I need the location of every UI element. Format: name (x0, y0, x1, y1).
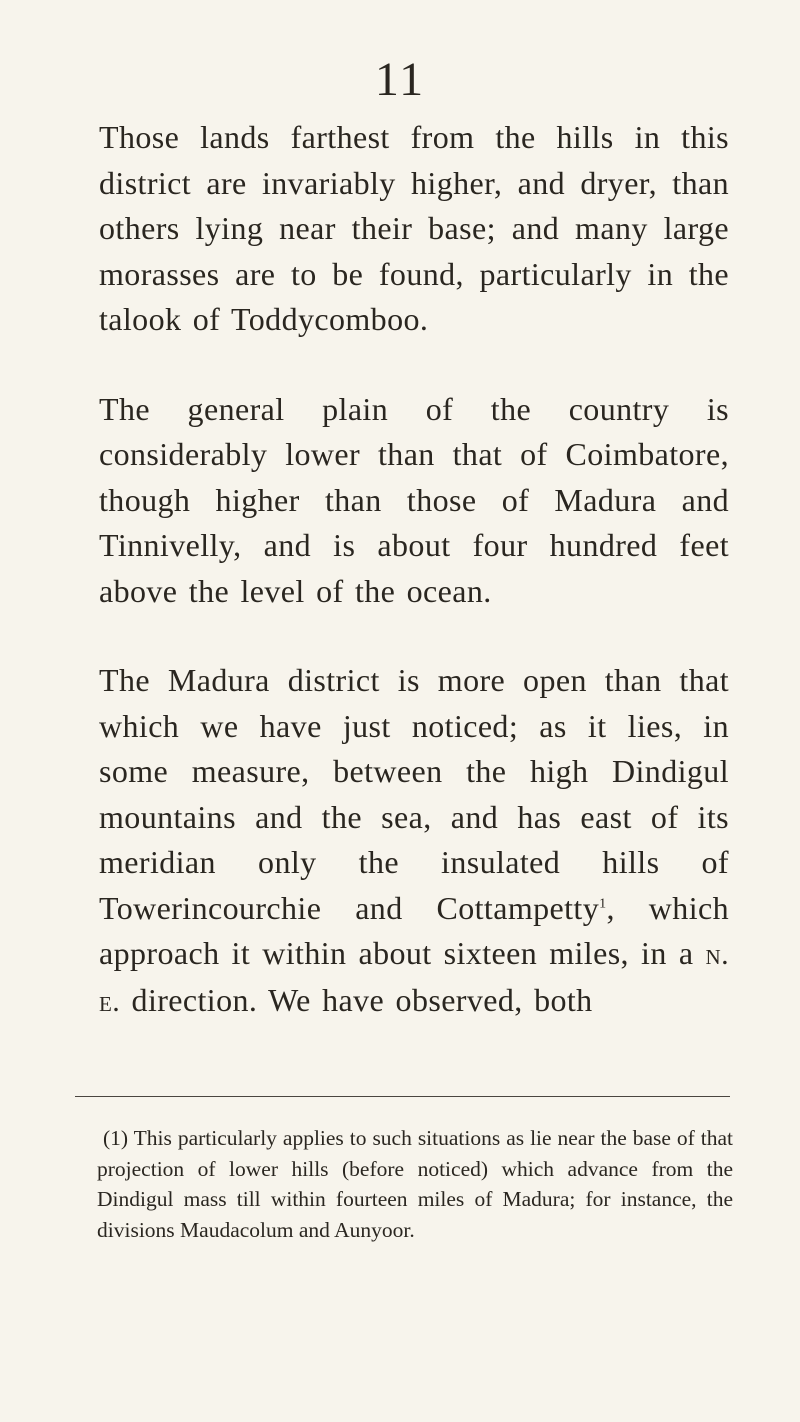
paragraph-3-text-after: , which approach it within about sixteen miles, in a (99, 889, 729, 971)
footnote-divider (75, 1096, 730, 1097)
paragraph-3 (99, 658, 729, 1024)
footnote (97, 1123, 733, 1245)
paragraph-3-text-before: The Madura district is more open than that which we have just noticed; as it lies, in some measure, between the high Dindigul mountains and the sea, and has east of its meridian only the insulated hills of Towerincourchie and Cottampetty (99, 662, 729, 926)
footnote-text: This particularly applies to such situations as lie near the base of that projection of lower hills (before noticed) which advance from the Dindigul mass till within fourteen miles of Madura; for instance, the divisions Maudacolum and Aunyoor. (97, 1126, 733, 1242)
paragraph-1: Those lands farthest from the hills in this district are invariably higher, and dryer, than others lying near their base; and many large morasses are to be found, particularly in the talook of Toddycomboo. (99, 119, 729, 337)
page-number: 11 (374, 53, 426, 106)
paragraph-3-text-end: direction. We have observed, both (131, 981, 593, 1018)
footnote-ref-marker: (1) (103, 1126, 129, 1150)
paragraph-2: The general plain of the country is considerably lower than that of Coimbatore, though higher than those of Madura and Tinnivelly, and is about four hundred feet above the level of the ocean. (99, 390, 729, 609)
footnote-marker: 1 (599, 895, 607, 911)
direction-abbrev: n. e. (99, 938, 729, 1018)
main-text (99, 115, 729, 1068)
